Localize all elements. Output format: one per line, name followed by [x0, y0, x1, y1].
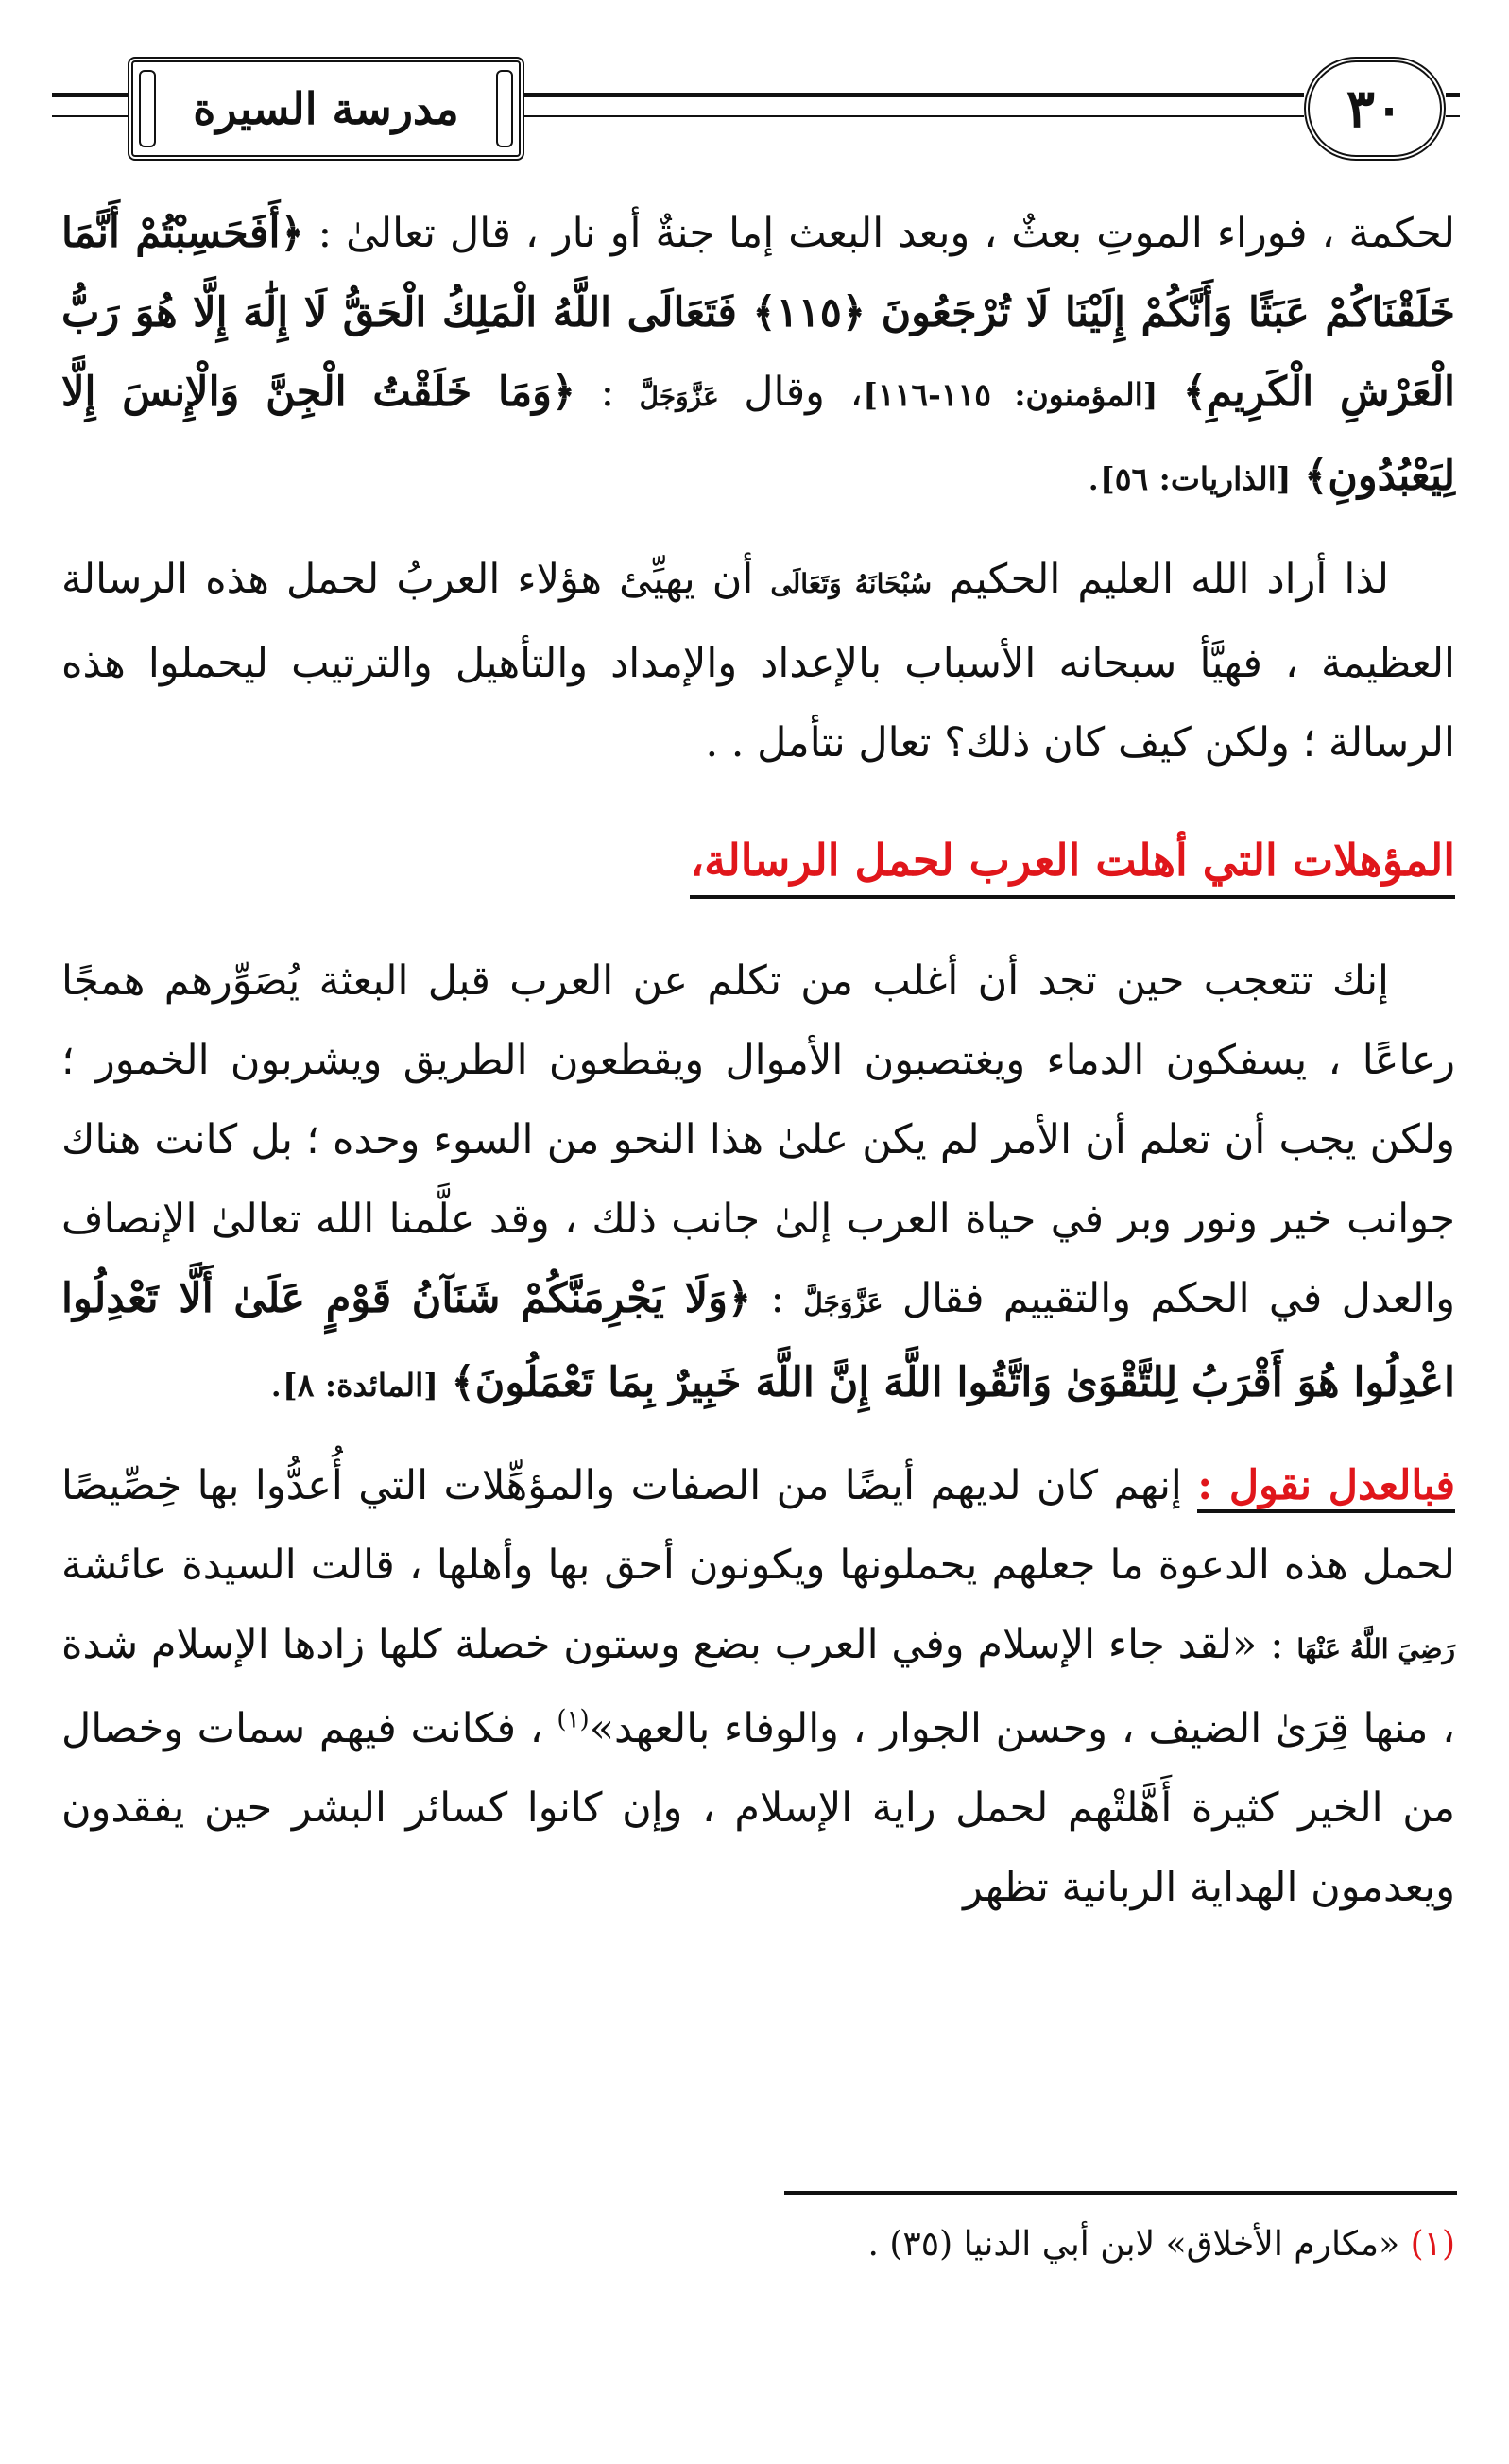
- quran-verse-maidah: ﴿وَلَا يَجْرِمَنَّكُمْ شَنَآنُ قَوْمٍ عَلَىٰ أَلَّا تَعْدِلُوا اعْدِلُوا هُوَ أَقْرَبُ لِلتَّقْوَىٰ وَاتَّقُوا اللَّهَ إِنَّ اللَّهَ خَبِيرٌ بِمَا تَعْمَلُونَ﴾: [61, 1275, 1455, 1406]
- section-heading-text: المؤهلات التي أهلت العرب لحمل الرسالة،: [690, 835, 1455, 899]
- paragraph-1: [61, 194, 1455, 519]
- footnote-divider: [784, 2191, 1457, 2195]
- paragraph-1-end: .: [1087, 453, 1101, 500]
- paragraph-4: [61, 1446, 1455, 1927]
- paragraph-2-start: لذا أراد الله العليم الحكيم: [949, 556, 1389, 603]
- paragraph-1-text: لحكمة ، فوراء الموتِ بعثٌ ، وبعد البعث إما جنةٌ أو نار ، قال تعالىٰ :: [317, 210, 1456, 257]
- book-title-frame: [128, 57, 524, 161]
- footnote-reference-1[interactable]: (١): [557, 1705, 590, 1734]
- footnote-text: «مكارم الأخلاق» لابن أبي الدنيا (٣٥) .: [867, 2225, 1400, 2264]
- paragraph-1-connector: ، وقال: [744, 369, 864, 416]
- verse-reference-maidah: [المائدة: ٨]: [283, 1367, 438, 1404]
- header-rule-right-bottom: [1446, 115, 1460, 117]
- header-rule-left-bottom: [52, 115, 128, 117]
- honorific-azza-wajal-2: عَزَّوَجَلَّ: [803, 1287, 883, 1318]
- paragraph-3-text: إنك تتعجب حين تجد أن أغلب من تكلم عن العرب قبل البعثة يُصَوِّرهم همجًا رعاعًا ، يسفكون الدماء ويغتصبون الأموال ويقطعون الطريق ويشربون الخمور ؛ ولكن يجب أن تعلم أن الأمر لم يكن علىٰ هذا النحو من السوء وحده ؛ بل كانت هناك جوانب خير ونور وبر في حياة العرب إلىٰ جانب ذلك ، وقد علَّمنا الله تعالىٰ الإنصاف والعدل في الحكم والتقييم فقال: [61, 957, 1456, 1322]
- paragraph-4-quote: : «لقد جاء الإسلام وفي العرب بضع وستون خصلة كلها زادها الإسلام شدة ، منها قِرَىٰ الضيف ، وحسن الجوار ، والوفاء بالعهد»: [61, 1621, 1455, 1752]
- page-header: [52, 57, 1460, 170]
- header-rule-left-top: [52, 93, 128, 97]
- honorific-subhanahu: سُبْحَانَهُ وَتَعَالَى: [770, 568, 933, 599]
- paragraph-3-colon: :: [770, 1275, 804, 1322]
- header-rule-right-top: [1446, 93, 1460, 97]
- paragraph-2: [61, 540, 1455, 783]
- paragraph-4-text-1: إنهم كان لديهم أيضًا من الصفات والمؤهِّلات التي أُعدُّوا بها خِصِّيصًا لحمل هذه الدعوة ما جعلهم يحملونها ويكونون أحق بها وأهلها ، قالت السيدة عائشة: [61, 1462, 1455, 1589]
- page-number: ٣٠: [1346, 78, 1404, 140]
- paragraph-1-colon: :: [600, 369, 640, 416]
- verse-reference-muminun: [المؤمنون: ١١٥-١١٦]: [863, 376, 1158, 413]
- paragraph-4-text-2: ، فكانت فيهم سمات وخصال من الخير كثيرة أَهَّلتْهم لحمل راية الإسلام ، وإن كانوا كسائر البشر حين يفقدون ويعدمون الهداية الربانية تظهر: [61, 1705, 1455, 1911]
- paragraph-3-end: .: [269, 1359, 283, 1406]
- header-rule-middle-bottom: [524, 115, 1304, 117]
- quran-verse-dhariyat: ﴿وَمَا خَلَقْتُ الْجِنَّ وَالْإِنسَ إِلَّا لِيَعْبُدُونِ﴾: [61, 369, 1455, 500]
- paragraph-4-lead: فبالعدل نقول :: [1197, 1462, 1455, 1513]
- page-number-frame: [1304, 57, 1446, 161]
- verse-reference-dhariyat: [الذاريات: ٥٦]: [1100, 460, 1292, 497]
- paragraph-2-rest: أن يهيِّئ هؤلاء العربُ لحمل هذه الرسالة العظيمة ، فهيَّأ سبحانه الأسباب بالإعداد والإمداد والتأهيل والترتيب ليحملوا هذه الرسالة ؛ ولكن كيف كان ذلك؟ تعال نتأمل . .: [61, 556, 1455, 767]
- section-heading: [61, 820, 1455, 900]
- header-rule-middle-top: [524, 93, 1304, 97]
- footnote: [61, 2216, 1455, 2273]
- honorific-radiya-allah: رَضِيَ اللَّهُ عَنْهَا: [1296, 1633, 1455, 1664]
- footnote-marker: (١): [1410, 2225, 1455, 2264]
- book-title: مدرسة السيرة: [193, 83, 459, 134]
- honorific-azza-wajal-1: عَزَّوَجَلَّ: [639, 381, 719, 412]
- paragraph-3: [61, 941, 1455, 1425]
- quran-verse-muminun: ﴿أَفَحَسِبْتُمْ أَنَّمَا خَلَقْنَاكُمْ عَبَثًا وَأَنَّكُمْ إِلَيْنَا لَا تُرْجَعُونَ ﴿١١٥﴾ فَتَعَالَى اللَّهُ الْمَلِكُ الْحَقُّ لَا إِلَٰهَ إِلَّا هُوَ رَبُّ الْعَرْشِ الْكَرِيمِ﴾: [61, 210, 1456, 416]
- page-body: [61, 194, 1455, 1927]
